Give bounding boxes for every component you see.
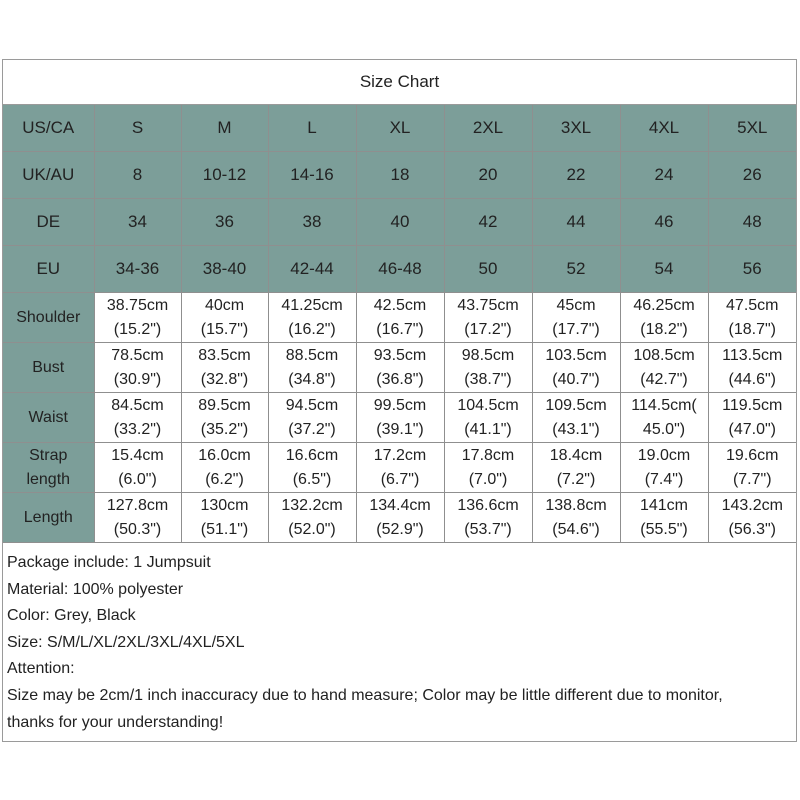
measurement-inch: (18.2") [640, 320, 688, 338]
measurement-inch: (54.6") [552, 520, 600, 538]
measurement-cell [708, 493, 796, 543]
note-line: Size: S/M/L/XL/2XL/3XL/4XL/5XL [7, 633, 245, 651]
measurement-cell [181, 393, 268, 443]
size-cell: 26 [708, 152, 796, 199]
size-cell: 46 [620, 199, 708, 246]
size-row [3, 105, 796, 152]
measurement-cell [620, 443, 708, 493]
measurement-cell [444, 493, 532, 543]
measurement-cm: 17.8cm [461, 446, 515, 464]
measurement-inch: (39.1") [376, 420, 424, 438]
measurement-cell [94, 443, 181, 493]
measurement-inch: (52.0") [288, 520, 336, 538]
measurement-cell [268, 393, 356, 443]
measurement-inch: (15.7") [200, 320, 249, 338]
measurement-inch: (52.9") [376, 520, 424, 538]
measurement-cell [94, 393, 181, 443]
size-table [3, 105, 796, 543]
measurement-cm: 141cm [639, 496, 689, 514]
measurement-inch: (35.2") [200, 420, 249, 438]
measurement-cm: 103.5cm [545, 346, 607, 364]
measurement-cm: 16.0cm [198, 446, 251, 464]
size-cell: 14-16 [268, 152, 356, 199]
measurement-cell [268, 293, 356, 343]
size-cell: XL [356, 105, 444, 152]
size-cell: 56 [708, 246, 796, 293]
note-line: Material: 100% polyester [7, 580, 184, 598]
chart-title: Size Chart [3, 60, 796, 105]
measurement-inch: (6.2") [205, 470, 244, 488]
measurement-inch: (33.2") [113, 420, 162, 438]
size-cell: 48 [708, 199, 796, 246]
size-cell: 42 [444, 199, 532, 246]
measurement-inch: (40.7") [552, 370, 600, 388]
measurement-cm: 130cm [200, 496, 249, 514]
measurement-cell [94, 493, 181, 543]
measurement-inch: (15.2") [113, 320, 162, 338]
measurement-cm: 104.5cm [457, 396, 519, 414]
measurement-cell [356, 493, 444, 543]
measurement-cell [620, 343, 708, 393]
measurement-cm: 38.75cm [106, 296, 169, 314]
size-cell: 46-48 [356, 246, 444, 293]
measurement-inch: (6.0") [118, 470, 157, 488]
measurement-cm: 47.5cm [726, 296, 779, 314]
note-line: thanks for your understanding! [7, 713, 224, 731]
measurement-inch: (32.8") [200, 370, 249, 388]
measurement-cell [444, 443, 532, 493]
measurement-cm: 78.5cm [111, 346, 164, 364]
measurement-inch: (51.1") [200, 520, 249, 538]
measurement-cm: 43.75cm [457, 296, 519, 314]
measurement-cm: 119.5cm [722, 396, 783, 414]
size-cell: 18 [356, 152, 444, 199]
measurement-cell [620, 493, 708, 543]
measurement-inch: (18.7") [728, 320, 776, 338]
size-cell: L [268, 105, 356, 152]
measurement-cm: 114.5cm( [631, 396, 697, 414]
measurement-cell [444, 393, 532, 443]
measurement-cm: 138.8cm [545, 496, 607, 514]
measurement-cell [356, 343, 444, 393]
measurement-cm: 41.25cm [281, 296, 343, 314]
measurement-cm: 40cm [204, 296, 245, 314]
measurement-cell [532, 443, 620, 493]
size-cell: M [181, 105, 268, 152]
size-cell: 38 [268, 199, 356, 246]
size-chart-sheet [2, 59, 797, 742]
measurement-cm: 46.25cm [633, 296, 695, 314]
size-row [3, 199, 796, 246]
measurement-cell [94, 343, 181, 393]
measurement-cell [620, 293, 708, 343]
measurement-cm: 89.5cm [198, 396, 251, 414]
measurement-cm: 42.5cm [373, 296, 427, 314]
size-cell: 3XL [532, 105, 620, 152]
row-header [3, 493, 94, 543]
measurement-cell [532, 343, 620, 393]
measurement-inch: (16.2") [288, 320, 336, 338]
size-row [3, 152, 796, 199]
measurement-cell [708, 393, 796, 443]
measurement-cm: 136.6cm [457, 496, 519, 514]
measurement-cm: 143.2cm [721, 496, 783, 514]
row-header: US/CA [3, 105, 94, 152]
measurement-cell [268, 343, 356, 393]
size-cell: 5XL [708, 105, 796, 152]
measurement-cell [708, 343, 796, 393]
measurement-cell [356, 393, 444, 443]
measurement-cm: 98.5cm [461, 346, 515, 364]
size-cell: 44 [532, 199, 620, 246]
measurement-inch: (55.5") [640, 520, 688, 538]
measurement-cm: 45cm [556, 296, 596, 314]
measurement-cm: 17.2cm [373, 446, 427, 464]
measurement-inch: (44.6") [728, 370, 776, 388]
measurement-inch: (17.2") [464, 320, 512, 338]
size-cell: 34 [94, 199, 181, 246]
measurement-cell [444, 343, 532, 393]
size-cell: 50 [444, 246, 532, 293]
measurement-cm: 19.0cm [637, 446, 691, 464]
measurement-inch: (7.0") [468, 470, 508, 488]
measurement-cm: 134.4cm [369, 496, 431, 514]
measurement-inch: (36.8") [376, 370, 424, 388]
row-header: EU [3, 246, 94, 293]
size-cell: 38-40 [181, 246, 268, 293]
measurement-inch: (6.5") [292, 470, 332, 488]
measurement-inch: (34.8") [288, 370, 336, 388]
measurement-inch: (42.7") [640, 370, 688, 388]
measurement-inch: (7.7") [732, 470, 772, 488]
measurement-inch: (38.7") [464, 370, 512, 388]
measurement-inch: (37.2") [288, 420, 336, 438]
measurement-cell [620, 393, 708, 443]
measurement-cell [708, 293, 796, 343]
measurement-inch: (7.2") [556, 470, 596, 488]
product-notes [3, 543, 796, 736]
measurement-cell [444, 293, 532, 343]
size-cell: 24 [620, 152, 708, 199]
measurement-row [3, 293, 796, 343]
measurement-cm: 113.5cm [722, 346, 783, 364]
measurement-row [3, 493, 796, 543]
measurement-cell [94, 293, 181, 343]
size-cell: 36 [181, 199, 268, 246]
measurement-inch: (30.9") [113, 370, 162, 388]
row-header: DE [3, 199, 94, 246]
measurement-inch: (17.7") [552, 320, 600, 338]
measurement-cm: 83.5cm [198, 346, 251, 364]
measurement-cell [532, 393, 620, 443]
measurement-inch: (6.7") [380, 470, 420, 488]
note-line: Color: Grey, Black [7, 607, 136, 625]
measurement-cell [708, 443, 796, 493]
measurement-cm: 18.4cm [549, 446, 603, 464]
measurement-cell [181, 493, 268, 543]
measurement-cm: 127.8cm [106, 496, 169, 514]
measurement-inch: (16.7") [376, 320, 424, 338]
measurement-cell [268, 493, 356, 543]
row-header [3, 393, 94, 443]
size-cell: 22 [532, 152, 620, 199]
measurement-cell [181, 443, 268, 493]
measurement-inch: (47.0") [728, 420, 776, 438]
measurement-cell [181, 343, 268, 393]
size-cell: 40 [356, 199, 444, 246]
measurement-cell [356, 443, 444, 493]
measurement-inch: (43.1") [552, 420, 600, 438]
row-header-line: Length [23, 508, 73, 526]
size-cell: 54 [620, 246, 708, 293]
measurement-row [3, 443, 796, 493]
measurement-cm: 109.5cm [545, 396, 607, 414]
measurement-cell [356, 293, 444, 343]
note-line: Attention: [7, 660, 75, 678]
size-cell: 34-36 [94, 246, 181, 293]
measurement-inch: (50.3") [113, 520, 162, 538]
measurement-cell [532, 293, 620, 343]
size-cell: 4XL [620, 105, 708, 152]
size-cell: 2XL [444, 105, 532, 152]
measurement-cm: 16.6cm [285, 446, 339, 464]
measurement-row [3, 393, 796, 443]
size-row [3, 246, 796, 293]
measurement-cm: 108.5cm [633, 346, 695, 364]
measurement-row [3, 343, 796, 393]
row-header: UK/AU [3, 152, 94, 199]
size-cell: 10-12 [181, 152, 268, 199]
row-header-line: Shoulder [16, 308, 81, 326]
measurement-inch: (41.1") [464, 420, 512, 438]
size-cell: 42-44 [268, 246, 356, 293]
measurement-cm: 15.4cm [111, 446, 164, 464]
row-header [3, 443, 94, 493]
measurement-cm: 19.6cm [726, 446, 779, 464]
measurement-cm: 99.5cm [373, 396, 427, 414]
measurement-inch: 45.0") [642, 420, 686, 438]
measurement-cm: 84.5cm [111, 396, 164, 414]
row-header [3, 293, 94, 343]
size-cell: S [94, 105, 181, 152]
row-header [3, 343, 94, 393]
row-header-line: Bust [32, 358, 65, 376]
measurement-cm: 94.5cm [285, 396, 339, 414]
size-cell: 8 [94, 152, 181, 199]
measurement-cell [532, 493, 620, 543]
measurement-inch: (7.4") [644, 470, 684, 488]
row-header-line: Strap [29, 446, 68, 464]
note-line: Package include: 1 Jumpsuit [7, 554, 211, 571]
note-line: Size may be 2cm/1 inch inaccuracy due to hand measure; Color may be little different due to monitor, [7, 686, 723, 704]
row-header-line: length [26, 470, 71, 488]
size-cell: 52 [532, 246, 620, 293]
measurement-cell [268, 443, 356, 493]
size-cell: 20 [444, 152, 532, 199]
measurement-inch: (53.7") [464, 520, 512, 538]
row-header-line: Waist [28, 408, 68, 426]
measurement-cm: 93.5cm [373, 346, 427, 364]
measurement-cell [181, 293, 268, 343]
measurement-cm: 132.2cm [281, 496, 343, 514]
measurement-inch: (56.3") [728, 520, 776, 538]
measurement-cm: 88.5cm [285, 346, 339, 364]
